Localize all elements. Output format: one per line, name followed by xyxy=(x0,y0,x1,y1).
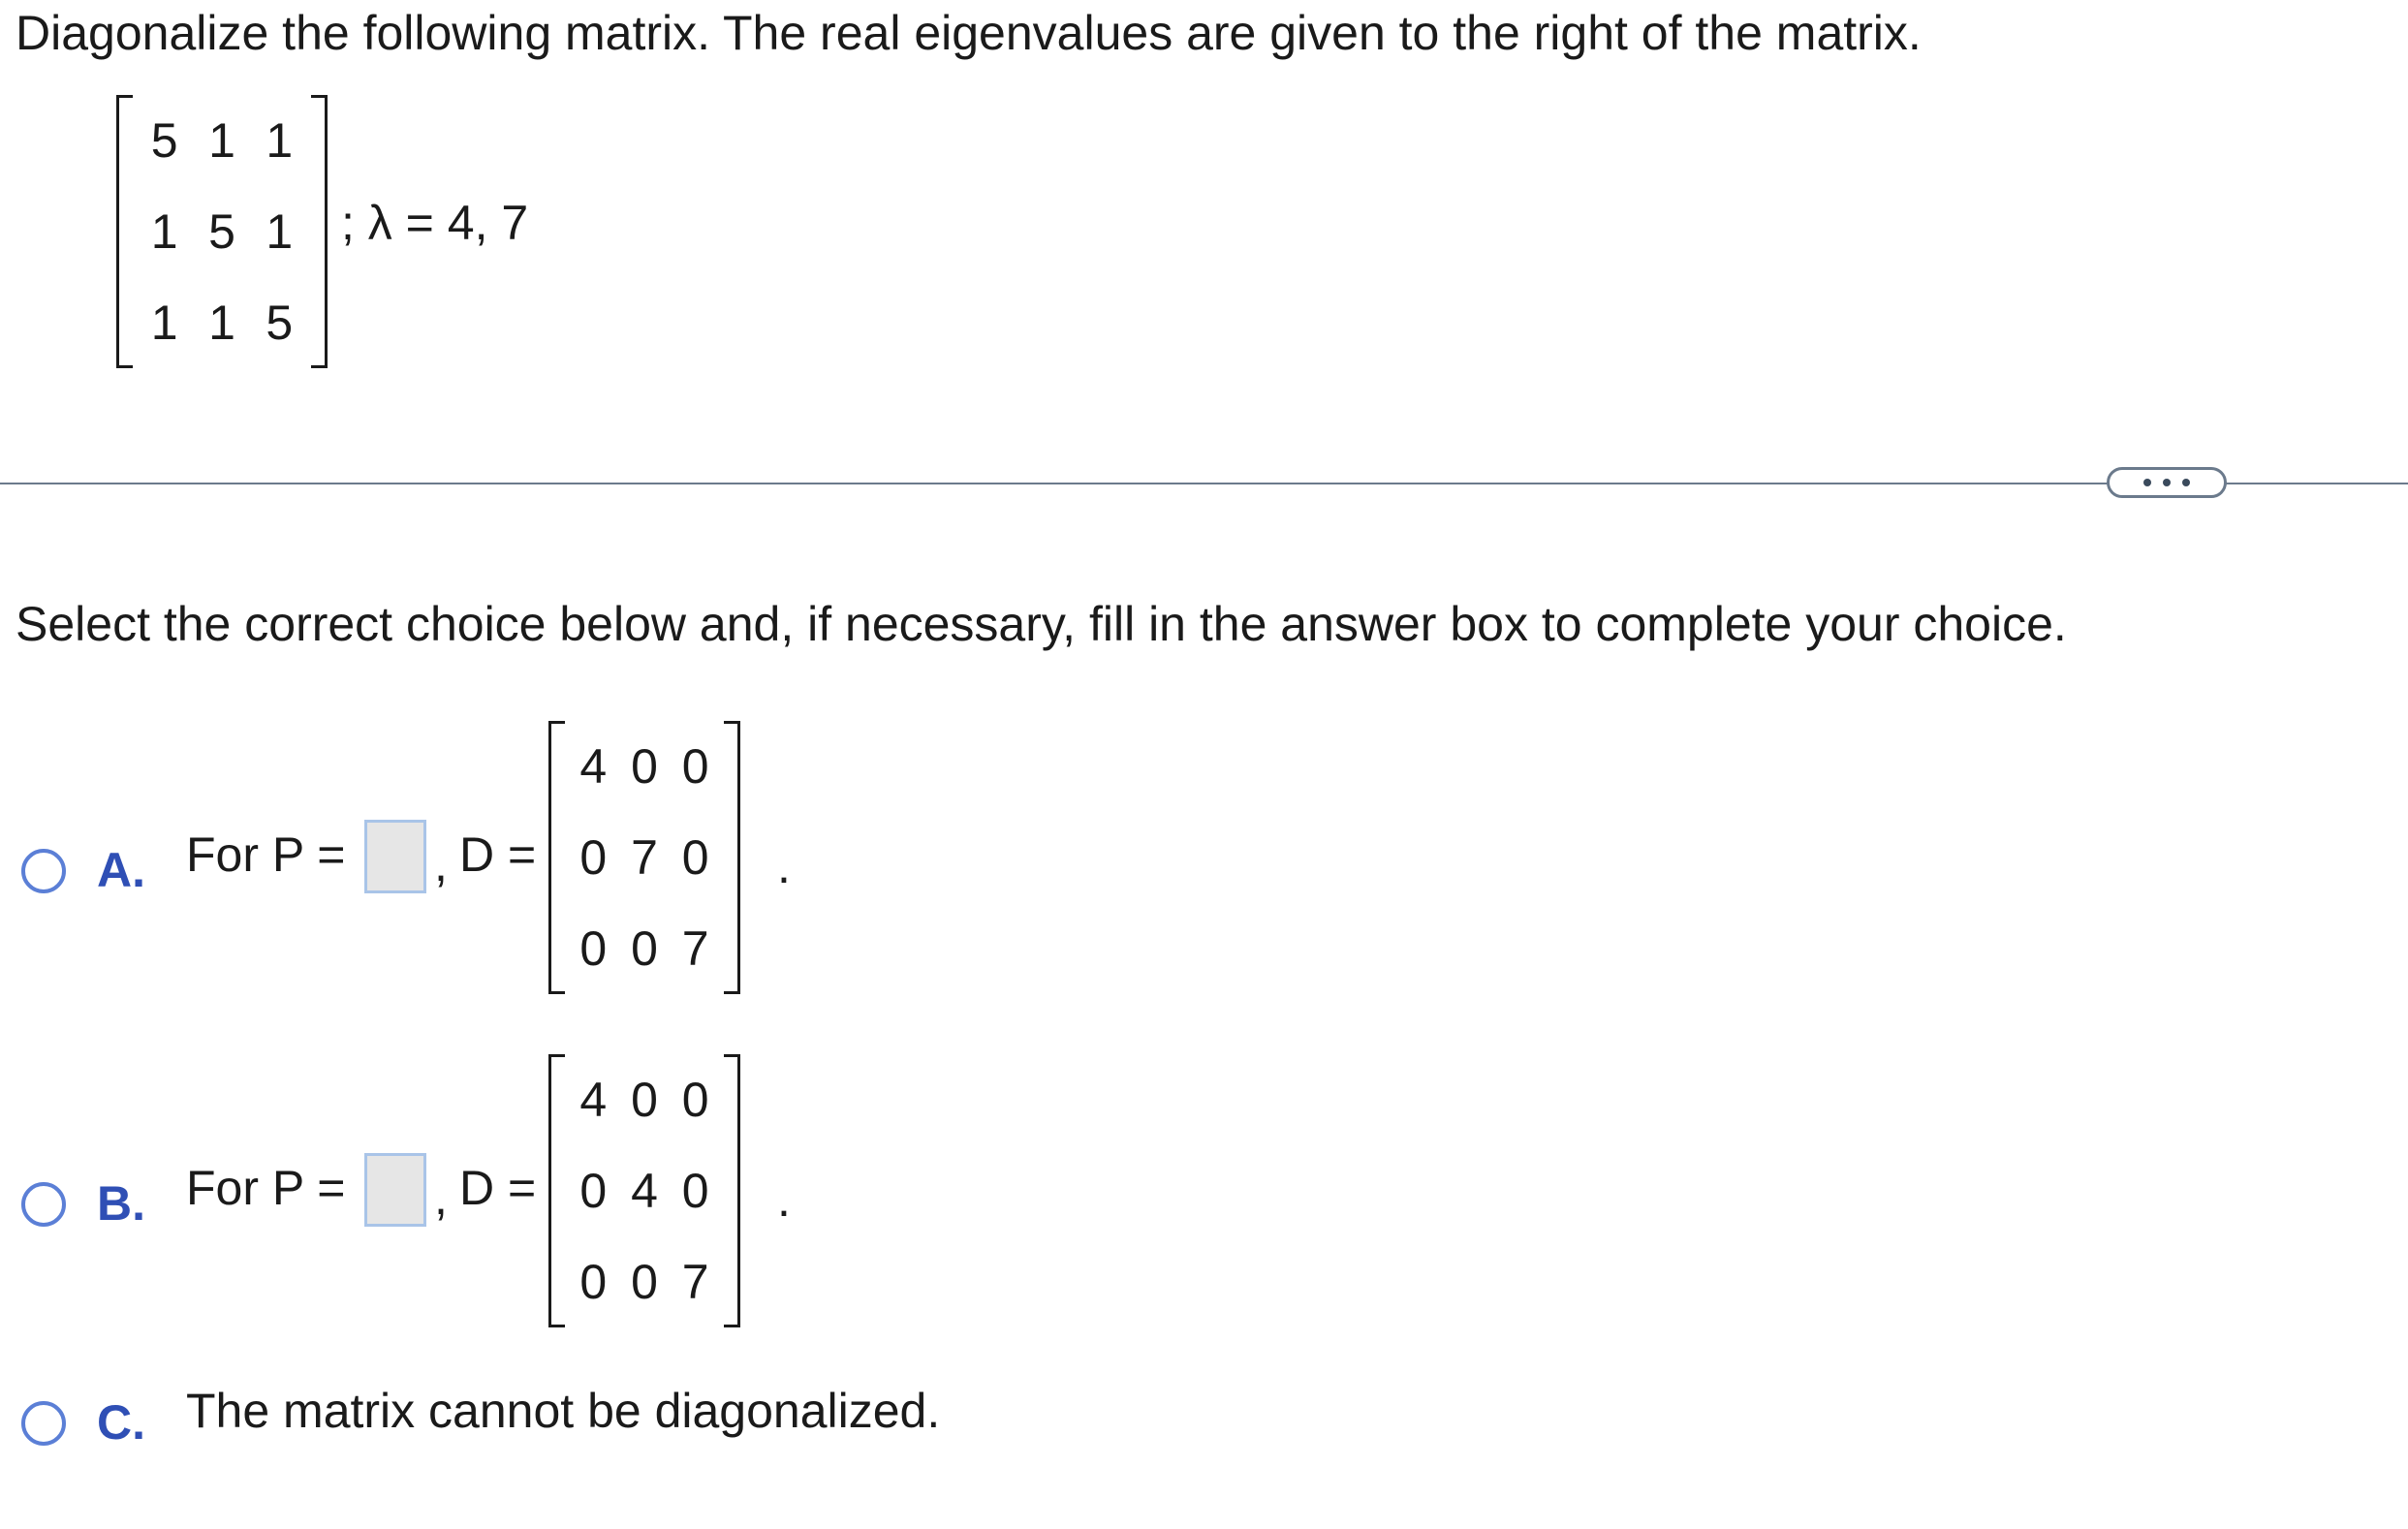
matrix-cell: 4 xyxy=(579,739,608,794)
matrix-cell: 0 xyxy=(579,1255,608,1309)
choice-a-period: . xyxy=(777,839,791,893)
choice-c-radio[interactable] xyxy=(21,1401,66,1446)
matrix-cell: 7 xyxy=(681,1255,709,1309)
choice-a-d-matrix xyxy=(568,721,721,994)
instruction-text: Select the correct choice below and, if necessary, fill in the answer box to complete your choice. xyxy=(16,597,2067,651)
matrix-cell: 5 xyxy=(150,113,178,168)
matrix-left-bracket xyxy=(116,95,133,368)
matrix-right-bracket xyxy=(724,1054,740,1327)
matrix-cell: 1 xyxy=(150,296,178,350)
choice-a-prefix: For P = xyxy=(186,827,346,882)
matrix-right-bracket xyxy=(311,95,328,368)
matrix-cell: 0 xyxy=(579,1164,608,1218)
choice-a-letter: A. xyxy=(97,843,145,897)
more-options-button[interactable] xyxy=(2107,467,2227,498)
eigenvalues-text: ; λ = 4, 7 xyxy=(341,196,529,250)
matrix-cell: 0 xyxy=(579,830,608,885)
given-matrix xyxy=(136,95,308,368)
matrix-cell: 0 xyxy=(631,921,658,976)
choice-c-letter: C. xyxy=(97,1395,145,1450)
matrix-cell: 7 xyxy=(631,830,658,885)
section-divider xyxy=(0,483,2408,484)
choice-a-p-answer-box[interactable] xyxy=(364,820,426,893)
matrix-cell: 5 xyxy=(208,204,235,259)
matrix-cell: 0 xyxy=(681,1073,709,1127)
choice-a-d-label: D = xyxy=(459,827,537,882)
matrix-right-bracket xyxy=(724,721,740,994)
ellipsis-icon xyxy=(2182,479,2190,486)
matrix-cell: 0 xyxy=(681,830,709,885)
matrix-cell: 1 xyxy=(266,113,294,168)
choice-b-p-answer-box[interactable] xyxy=(364,1153,426,1227)
matrix-cell: 0 xyxy=(631,1255,658,1309)
ellipsis-icon xyxy=(2163,479,2171,486)
matrix-cell: 1 xyxy=(266,204,294,259)
matrix-left-bracket xyxy=(548,1054,565,1327)
matrix-cell: 1 xyxy=(208,113,235,168)
matrix-cell: 0 xyxy=(681,739,709,794)
choice-b-d-label: D = xyxy=(459,1161,537,1215)
choice-c-text: The matrix cannot be diagonalized. xyxy=(186,1384,941,1438)
choice-b-radio[interactable] xyxy=(21,1182,66,1227)
matrix-cell: 0 xyxy=(631,1073,658,1127)
matrix-cell: 7 xyxy=(681,921,709,976)
matrix-cell: 4 xyxy=(579,1073,608,1127)
question-text: Diagonalize the following matrix. The real eigenvalues are given to the right of the matrix. xyxy=(16,6,1922,60)
matrix-cell: 1 xyxy=(208,296,235,350)
choice-b-comma: , xyxy=(434,1170,448,1225)
choice-a-comma: , xyxy=(434,837,448,891)
ellipsis-icon xyxy=(2143,479,2151,486)
matrix-left-bracket xyxy=(548,721,565,994)
matrix-cell: 4 xyxy=(631,1164,658,1218)
choice-b-letter: B. xyxy=(97,1176,145,1231)
choice-b-d-matrix xyxy=(568,1054,721,1327)
choice-a-radio[interactable] xyxy=(21,849,66,893)
matrix-cell: 0 xyxy=(579,921,608,976)
choice-b-prefix: For P = xyxy=(186,1161,346,1215)
choice-b-period: . xyxy=(777,1172,791,1227)
matrix-cell: 1 xyxy=(150,204,178,259)
matrix-cell: 5 xyxy=(266,296,294,350)
matrix-cell: 0 xyxy=(631,739,658,794)
matrix-cell: 0 xyxy=(681,1164,709,1218)
